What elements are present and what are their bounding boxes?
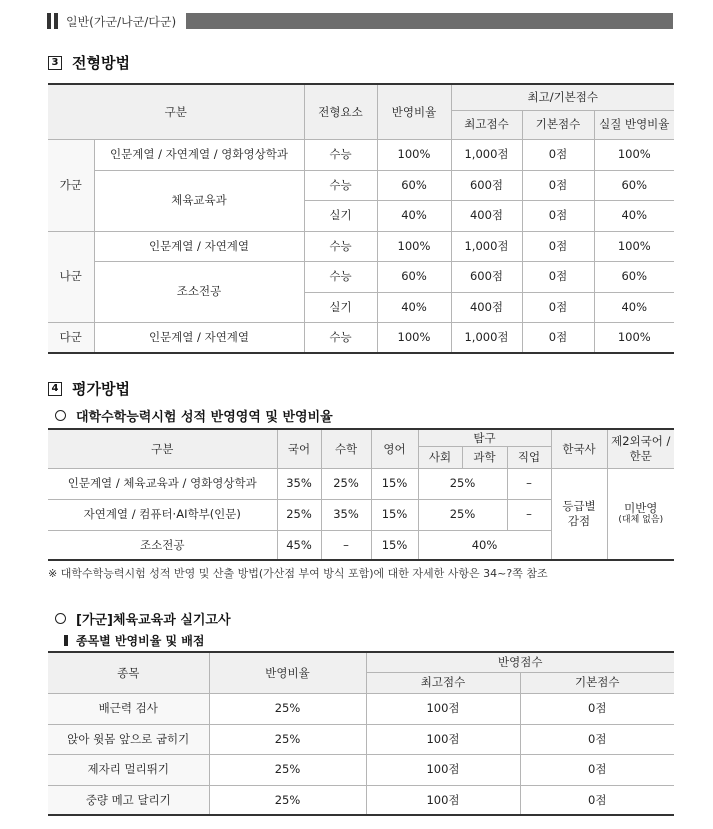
group-cell: 인문계열 / 체육교육과 / 영화영상학과 <box>48 468 277 499</box>
max-cell: 400점 <box>451 292 522 322</box>
ratio-cell: 100% <box>377 139 451 170</box>
practical-subtitle <box>55 609 231 628</box>
header-scores: 최고/기본점수 <box>451 84 674 110</box>
circle-bullet-icon <box>55 410 66 421</box>
base-cell: 0점 <box>522 200 594 231</box>
base-cell: 0점 <box>520 785 674 815</box>
max-cell: 100점 <box>366 754 520 785</box>
math-cell: 35% <box>321 499 371 530</box>
max-cell: 100점 <box>366 693 520 724</box>
max-cell: 100점 <box>366 724 520 754</box>
section-3-title-text: 전형방법 <box>72 54 130 72</box>
event-cell: 중량 메고 달리기 <box>48 785 209 815</box>
table-row <box>48 139 674 170</box>
table-row <box>48 170 674 200</box>
header-english: 영어 <box>371 429 418 468</box>
max-cell: 400점 <box>451 200 522 231</box>
section-number-icon: 4 <box>48 382 62 396</box>
header-science: 과학 <box>462 446 507 468</box>
inquiry-cell: 25% <box>418 468 507 499</box>
ratio-cell: 60% <box>377 261 451 292</box>
group-cell: 다군 <box>48 322 94 353</box>
ratio-cell: 25% <box>209 754 366 785</box>
ratio-cell: 40% <box>377 292 451 322</box>
banner-bars-icon <box>47 13 58 29</box>
english-cell: 15% <box>371 530 418 560</box>
korean-cell: 25% <box>277 499 321 530</box>
base-cell: 0점 <box>522 292 594 322</box>
ratio-cell: 25% <box>209 785 366 815</box>
header-event: 종목 <box>48 652 209 693</box>
element-cell: 수능 <box>304 261 377 292</box>
csat-subtitle <box>55 406 333 425</box>
ratio-cell: 100% <box>377 231 451 261</box>
table-row <box>48 785 674 815</box>
header-ratio: 반영비율 <box>377 84 451 139</box>
banner-title: 일반(가군/나군/다군) <box>66 14 177 29</box>
group-cell: 나군 <box>48 231 94 322</box>
header-base: 기본점수 <box>520 672 674 693</box>
section-4-title <box>48 378 130 399</box>
header-korean: 국어 <box>277 429 321 468</box>
foreign-note: (대체 없음) <box>618 515 664 526</box>
group-cell: 가군 <box>48 139 94 231</box>
max-cell: 1,000점 <box>451 139 522 170</box>
banner-band <box>186 13 673 29</box>
group-cell: 자연계열 / 컴퓨터·AI학부(인문) <box>48 499 277 530</box>
inquiry-cell: 25% <box>418 499 507 530</box>
header-ratio: 반영비율 <box>209 652 366 693</box>
english-cell: 15% <box>371 468 418 499</box>
ratio-cell: 60% <box>377 170 451 200</box>
header-scores: 반영점수 <box>366 652 674 672</box>
element-cell: 수능 <box>304 139 377 170</box>
english-cell: 15% <box>371 499 418 530</box>
table-row <box>48 754 674 785</box>
ratio-cell: 40% <box>377 200 451 231</box>
base-cell: 0점 <box>522 170 594 200</box>
square-bullet-icon <box>64 635 68 646</box>
table-row <box>48 231 674 261</box>
dept-cell: 인문계열 / 자연계열 / 영화영상학과 <box>94 139 304 170</box>
element-cell: 실기 <box>304 200 377 231</box>
dept-cell: 체육교육과 <box>94 170 304 231</box>
header-actual: 실질 반영비율 <box>594 110 674 139</box>
header-group: 구분 <box>48 429 277 468</box>
element-cell: 수능 <box>304 231 377 261</box>
section-number-icon: 3 <box>48 56 62 70</box>
base-cell: 0점 <box>522 231 594 261</box>
header-max: 최고점수 <box>451 110 522 139</box>
dept-cell: 인문계열 / 자연계열 <box>94 231 304 261</box>
header-vocational: 직업 <box>507 446 551 468</box>
practical-subsub <box>64 632 204 649</box>
base-cell: 0점 <box>522 139 594 170</box>
base-cell: 0점 <box>520 754 674 785</box>
foreign-value: 미반영 <box>624 500 658 515</box>
header-social: 사회 <box>418 446 462 468</box>
header-inquiry: 탐구 <box>418 429 551 446</box>
section-4-title-text: 평가방법 <box>72 380 130 398</box>
max-cell: 1,000점 <box>451 322 522 353</box>
foreign-cell <box>607 468 674 560</box>
history-cell: 등급별 감점 <box>551 468 607 560</box>
section-3-title <box>48 52 130 73</box>
ratio-cell: 25% <box>209 693 366 724</box>
table-row <box>48 468 674 499</box>
max-cell: 100점 <box>366 785 520 815</box>
header-foreign: 제2외국어 /한문 <box>607 429 674 468</box>
header-max: 최고점수 <box>366 672 520 693</box>
csat-subtitle-text: 대학수학능력시험 성적 반영영역 및 반영비율 <box>76 410 333 425</box>
actual-cell: 40% <box>594 292 674 322</box>
math-cell: 25% <box>321 468 371 499</box>
base-cell: 0점 <box>520 693 674 724</box>
vocational-cell: – <box>507 468 551 499</box>
practical-subsub-text: 종목별 반영비율 및 배점 <box>76 634 205 648</box>
actual-cell: 100% <box>594 322 674 353</box>
base-cell: 0점 <box>522 261 594 292</box>
base-cell: 0점 <box>522 322 594 353</box>
element-cell: 실기 <box>304 292 377 322</box>
ratio-cell: 25% <box>209 724 366 754</box>
header-base: 기본점수 <box>522 110 594 139</box>
base-cell: 0점 <box>520 724 674 754</box>
event-cell: 앉아 윗몸 앞으로 굽히기 <box>48 724 209 754</box>
selection-method-table <box>48 83 674 354</box>
table-row <box>48 322 674 353</box>
practical-subtitle-text: [가군]체육교육과 실기고사 <box>76 613 231 628</box>
max-cell: 1,000점 <box>451 231 522 261</box>
csat-ratio-table <box>48 428 674 561</box>
table-row <box>48 693 674 724</box>
inquiry-cell: 40% <box>418 530 551 560</box>
element-cell: 수능 <box>304 170 377 200</box>
actual-cell: 60% <box>594 261 674 292</box>
header-element: 전형요소 <box>304 84 377 139</box>
header-history: 한국사 <box>551 429 607 468</box>
group-cell: 조소전공 <box>48 530 277 560</box>
dept-cell: 인문계열 / 자연계열 <box>94 322 304 353</box>
circle-bullet-icon <box>55 613 66 624</box>
math-cell: – <box>321 530 371 560</box>
header-math: 수학 <box>321 429 371 468</box>
actual-cell: 100% <box>594 139 674 170</box>
actual-cell: 100% <box>594 231 674 261</box>
korean-cell: 35% <box>277 468 321 499</box>
table-row <box>48 724 674 754</box>
dept-cell: 조소전공 <box>94 261 304 322</box>
actual-cell: 40% <box>594 200 674 231</box>
max-cell: 600점 <box>451 261 522 292</box>
event-cell: 제자리 멀리뛰기 <box>48 754 209 785</box>
section-banner <box>47 11 673 31</box>
actual-cell: 60% <box>594 170 674 200</box>
event-cell: 배근력 검사 <box>48 693 209 724</box>
korean-cell: 45% <box>277 530 321 560</box>
ratio-cell: 100% <box>377 322 451 353</box>
max-cell: 600점 <box>451 170 522 200</box>
table-row <box>48 261 674 292</box>
header-group: 구분 <box>48 84 304 139</box>
vocational-cell: – <box>507 499 551 530</box>
practical-exam-table <box>48 651 674 816</box>
reference-note: ※ 대학수학능력시험 성적 반영 및 산출 방법(가산점 부여 방식 포함)에 대한 자세한 사항은 34~?쪽 참조 <box>48 567 548 580</box>
element-cell: 수능 <box>304 322 377 353</box>
